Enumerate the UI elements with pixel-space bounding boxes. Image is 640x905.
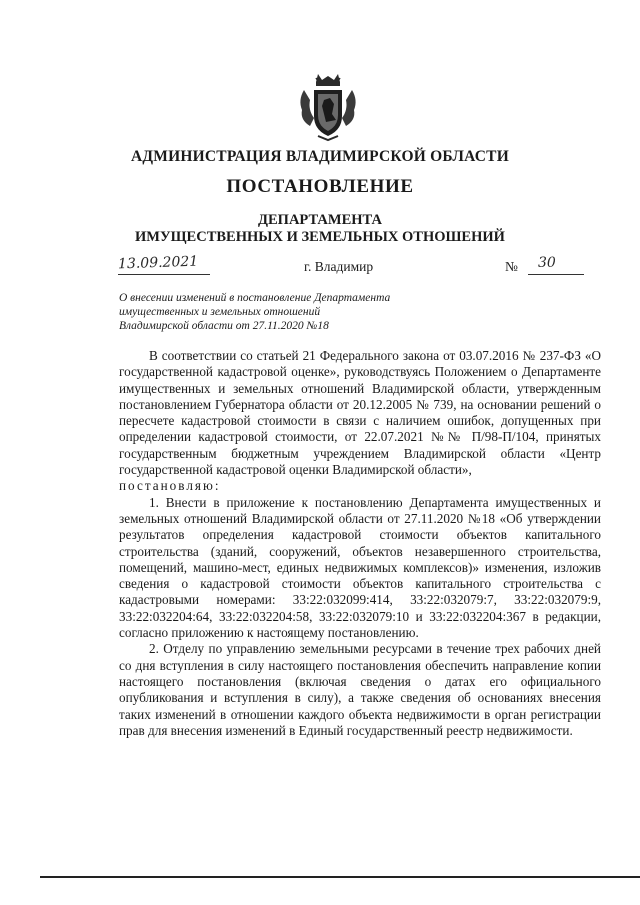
document-body: [119, 348, 601, 739]
preamble-paragraph: В соответствии со статьей 21 Федерального закона от 03.07.2016 № 237-ФЗ «О государственной кадастровой оценке», руководствуясь Положением о Департаменте имущественных и земельных отношений Владимирской области, утвержденным постановлением Губернатора области от 20.12.2005 № 739, на основании решений о пересчете кадастровой стоимости в связи с наличием ошибок, допущенных при определении кадастровой стоимости, от 22.07.2021 №№ П/98-П/104, принятых государственным бюджетным учреждением Владимирской области «Центр государственной кадастровой оценки Владимирской области»,: [119, 348, 601, 478]
coat-of-arms-emblem: [296, 70, 360, 142]
document-number: 30: [538, 255, 556, 271]
decree-word: постановляю:: [119, 478, 221, 494]
date-underline: [118, 274, 210, 275]
number-sign: №: [505, 259, 518, 274]
document-date: 13.09.2021: [117, 253, 199, 273]
department-line: ИМУЩЕСТВЕННЫХ И ЗЕМЕЛЬНЫХ ОТНОШЕНИЙ: [135, 229, 505, 245]
subject-line: Владимирской области от 27.11.2020 №18: [119, 320, 329, 332]
department-line: ДЕПАРТАМЕНТА: [258, 212, 382, 228]
document-type-title: ПОСТАНОВЛЕНИЕ: [226, 176, 414, 197]
organization-title: АДМИНИСТРАЦИЯ ВЛАДИМИРСКОЙ ОБЛАСТИ: [131, 148, 509, 165]
department-title: [0, 212, 640, 246]
footer-rule: [40, 876, 640, 878]
subject-block: [119, 291, 449, 333]
dateline: [118, 255, 598, 281]
city: г. Владимир: [304, 259, 374, 274]
subject-line: О внесении изменений в постановление Департамента: [119, 292, 391, 304]
number-underline: [528, 274, 584, 275]
subject-line: имущественных и земельных отношений: [119, 306, 321, 318]
item-1-paragraph: 1. Внести в приложение к постановлению Департамента имущественных и земельных отношений Владимирской области от 27.11.2020 №18 «Об утверждении результатов определения кадастровой стоимости объектов капитального строительства (зданий, сооружений, объектов незавершенного строительства, помещений, машино-мест, единых недвижимых комплексов)» изменения, изложив сведения о кадастровой стоимости объектов капитального строительства с кадастровыми номерами: 33:22:032099:414, 33:22:032079:7, 33:22:032079:9, 33:22:032204:64, 33:22:032204:58, 33:22:032079:10 и 33:22:032204:367 в редакции, согласно приложению к настоящему постановлению.: [119, 494, 601, 641]
item-2-paragraph: 2. Отделу по управлению земельными ресурсами в течение трех рабочих дней со дня вступления в силу настоящего постановления обеспечить направление копии настоящего постановления (включая сведения о датах его официального опубликования и вступления в силу), а также сведения об основаниях внесения таких изменений в отношении каждого объекта недвижимости в орган регистрации прав для внесения изменений в Единый государственный реестр недвижимости.: [119, 641, 601, 738]
